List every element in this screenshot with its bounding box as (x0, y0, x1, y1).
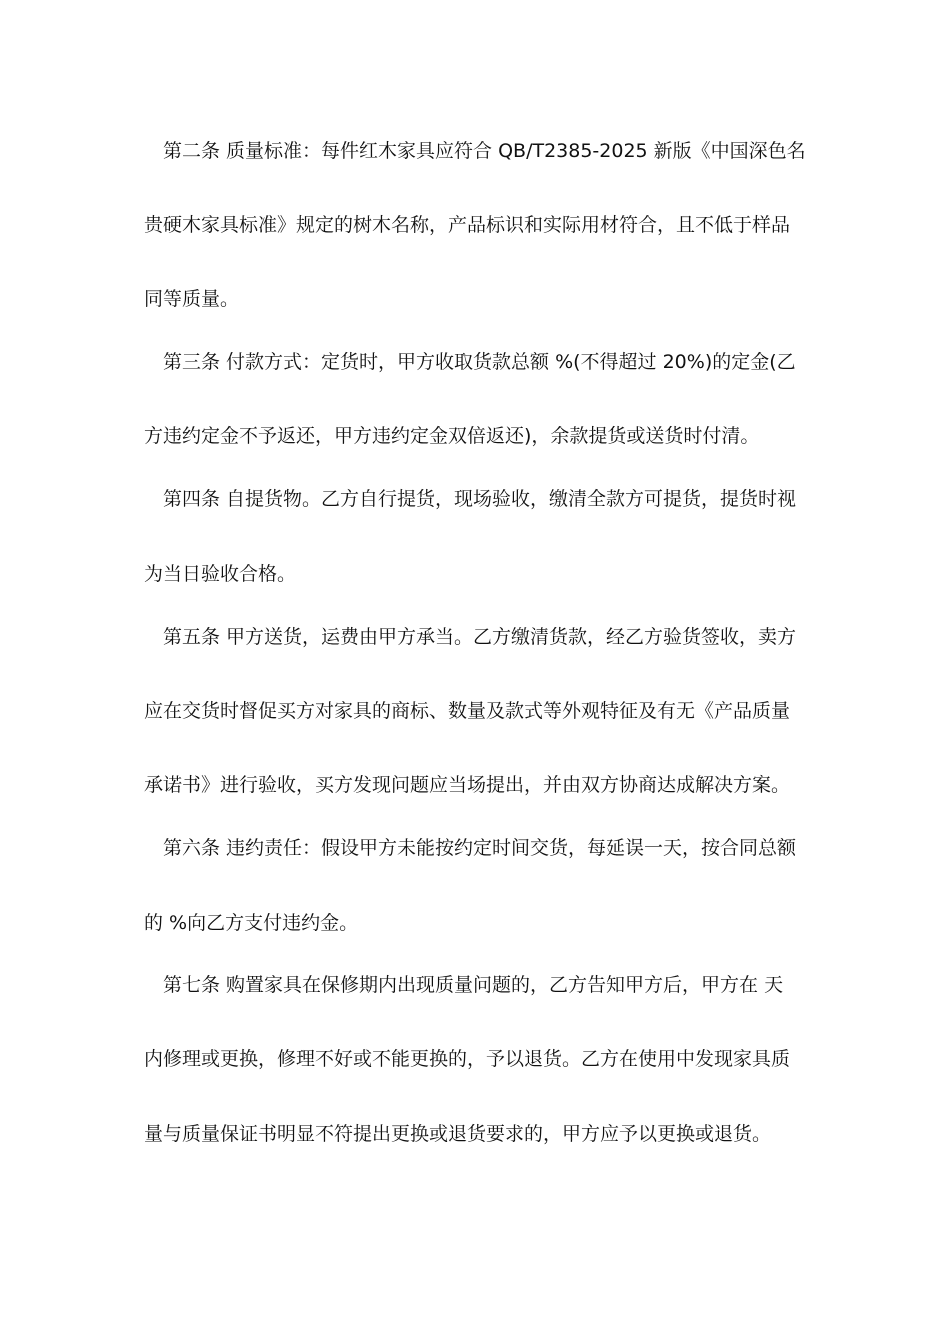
article-3-line-2: 方违约定金不予返还，甲方违约定金双倍返还)，余款提货或送货时付清。 (144, 425, 760, 447)
article-4-line-2: 为当日验收合格。 (144, 563, 297, 585)
article-5-line-3: 承诺书》进行验收，买方发现问题应当场提出，并由双方协商达成解决方案。 (144, 774, 791, 796)
article-2-line-2: 贵硬木家具标准》规定的树木名称，产品标识和实际用材符合，且不低于样品 (144, 214, 791, 236)
article-6-line-2: 的 %向乙方支付违约金。 (144, 912, 359, 934)
article-5-line-2: 应在交货时督促买方对家具的商标、数量及款式等外观特征及有无《产品质量 (144, 700, 791, 722)
article-3-line-1: 第三条 付款方式：定货时，甲方收取货款总额 %(不得超过 20%)的定金(乙 (163, 351, 796, 373)
article-4-line-1: 第四条 自提货物。乙方自行提货，现场验收，缴清全款方可提货，提货时视 (163, 488, 797, 510)
article-7-line-1: 第七条 购置家具在保修期内出现质量问题的，乙方告知甲方后，甲方在 天 (163, 974, 784, 996)
article-6-line-1: 第六条 违约责任：假设甲方未能按约定时间交货，每延误一天，按合同总额 (163, 837, 797, 859)
article-2-line-3: 同等质量。 (144, 288, 240, 310)
article-7-line-3: 量与质量保证书明显不符提出更换或退货要求的，甲方应予以更换或退货。 (144, 1123, 772, 1145)
article-7-line-2: 内修理或更换，修理不好或不能更换的，予以退货。乙方在使用中发现家具质 (144, 1048, 791, 1070)
article-2-line-1: 第二条 质量标准：每件红木家具应符合 QB/T2385-2025 新版《中国深色名 (163, 140, 806, 162)
article-5-line-1: 第五条 甲方送货，运费由甲方承当。乙方缴清货款，经乙方验货签收，卖方 (163, 626, 797, 648)
